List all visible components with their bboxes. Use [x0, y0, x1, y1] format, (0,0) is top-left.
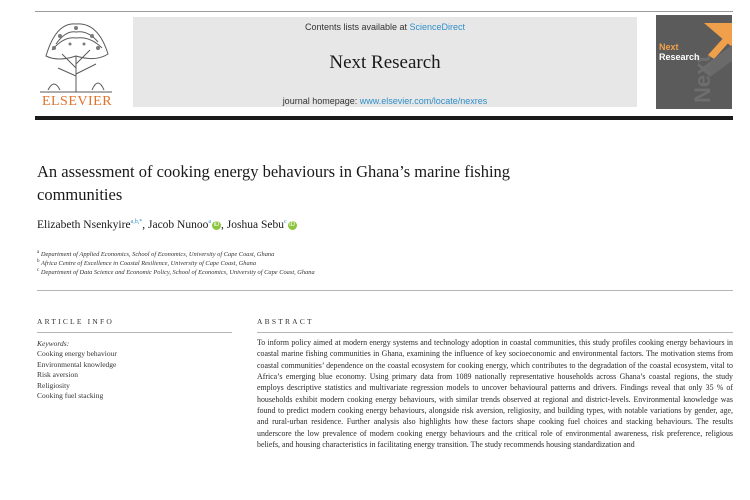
affiliation-divider	[37, 290, 733, 291]
author-name[interactable]: Joshua Sebu	[226, 219, 284, 231]
keyword-item: Cooking energy behaviour	[37, 349, 117, 358]
keywords-label: Keywords:	[37, 339, 70, 348]
contents-line	[133, 22, 637, 32]
cover-title-line1: Next	[659, 42, 679, 52]
affiliation-text: Department of Applied Economics, School of Economics, University of Cape Coast, Ghana	[40, 251, 275, 259]
keyword-item: Cooking fuel stacking	[37, 391, 104, 401]
author-affiliation-mark[interactable]: a,b,*	[130, 219, 143, 226]
journal-cover	[656, 15, 732, 109]
article-info-rule	[37, 332, 232, 333]
affiliation-text: Department of Data Science and Economic Policy, School of Economics, University of Cape Coast, Ghana	[40, 269, 315, 277]
homepage-prefix: journal homepage:	[282, 96, 360, 106]
keyword-item: Religiosity	[37, 380, 70, 390]
author-name[interactable]: Jacob Nunoo	[147, 219, 209, 231]
keyword-item: Environmental knowledge	[37, 359, 117, 369]
cover-title-line2: Research	[659, 52, 700, 62]
svg-text:Next: Next	[690, 55, 715, 103]
header-divider	[35, 116, 733, 120]
cover-title	[659, 42, 700, 62]
abstract-heading: ABSTRACT	[257, 317, 314, 326]
author-name[interactable]: Elizabeth Nsenkyire	[37, 219, 131, 231]
homepage-line	[133, 96, 637, 106]
abstract-rule	[257, 332, 733, 333]
orcid-icon[interactable]: iD	[213, 221, 220, 228]
affiliation-mark: a	[37, 250, 40, 255]
sciencedirect-link[interactable]: ScienceDirect	[409, 22, 466, 32]
paper-title: An assessment of cooking energy behaviours in Ghana’s marine fishing communities	[37, 162, 511, 204]
author-affiliation-mark[interactable]: c	[283, 219, 287, 226]
article-info-heading: ARTICLE INFO	[37, 317, 114, 326]
keyword-item: Risk aversion	[37, 370, 79, 380]
affiliation-mark: b	[37, 259, 40, 264]
journal-homepage-link[interactable]: www.elsevier.com/locate/nexres	[359, 96, 488, 106]
publisher-name: ELSEVIER	[41, 94, 113, 109]
keyword-list	[37, 349, 237, 402]
top-rule	[35, 11, 733, 12]
author-list: Elizabeth Nsenkyire$^{a,b,*}$, Jacob Nunoo$^a$ iD , Joshua Sebu$^c$ iD	[37, 219, 295, 231]
author-affiliation-mark[interactable]: a	[208, 219, 212, 226]
contents-prefix: Contents lists available at	[304, 22, 410, 32]
affiliation	[37, 266, 637, 277]
affiliation-text: Africa Centre of Excellence in Coastal Resilience, University of Cape Coast, Ghana	[40, 260, 257, 268]
orcid-icon[interactable]: iD	[289, 221, 295, 228]
abstract-text: To inform policy aimed at modern energy systems and technology adoption in coastal communities, this study profiles cooking energy behaviours in coastal marine fishing communities in Ghana, examining the influence of key socioeconomic and environmental factors. The motivation stems from coastal communities’ dependence on the coastal ecosystem for cooking energy, which contributes to the degradation of the coastal ecosystem, vital to Africa’s emerging blue economy. Using primary data from 1089 nationally representative households across Ghana’s coastal regions, the study employs descriptive statistics and multivariate regression models to uncover behavioural patterns and drivers. Findings reveal that only 35 % of households exhibit modern cooking energy behaviours, with similar trends observed at regional and district-levels. Environmental knowledge was found to predict modern cooking energy behaviours, alongside risk aversion, religiosity, and building types, with notable variations by gender, age, and rural-urban residence. Further analysis also highlights how these factors shape cooking fuel choices and stacking behaviours. The results underscore the low prevalence of modern cooking energy behaviours and the critical role of environmental awareness, risk preference, religious beliefs, and housing characteristics in facilitating energy transition. The study recommends housing standardization and	[257, 338, 733, 450]
affiliation-mark: c	[37, 268, 40, 273]
journal-name: Next Research	[329, 52, 441, 73]
